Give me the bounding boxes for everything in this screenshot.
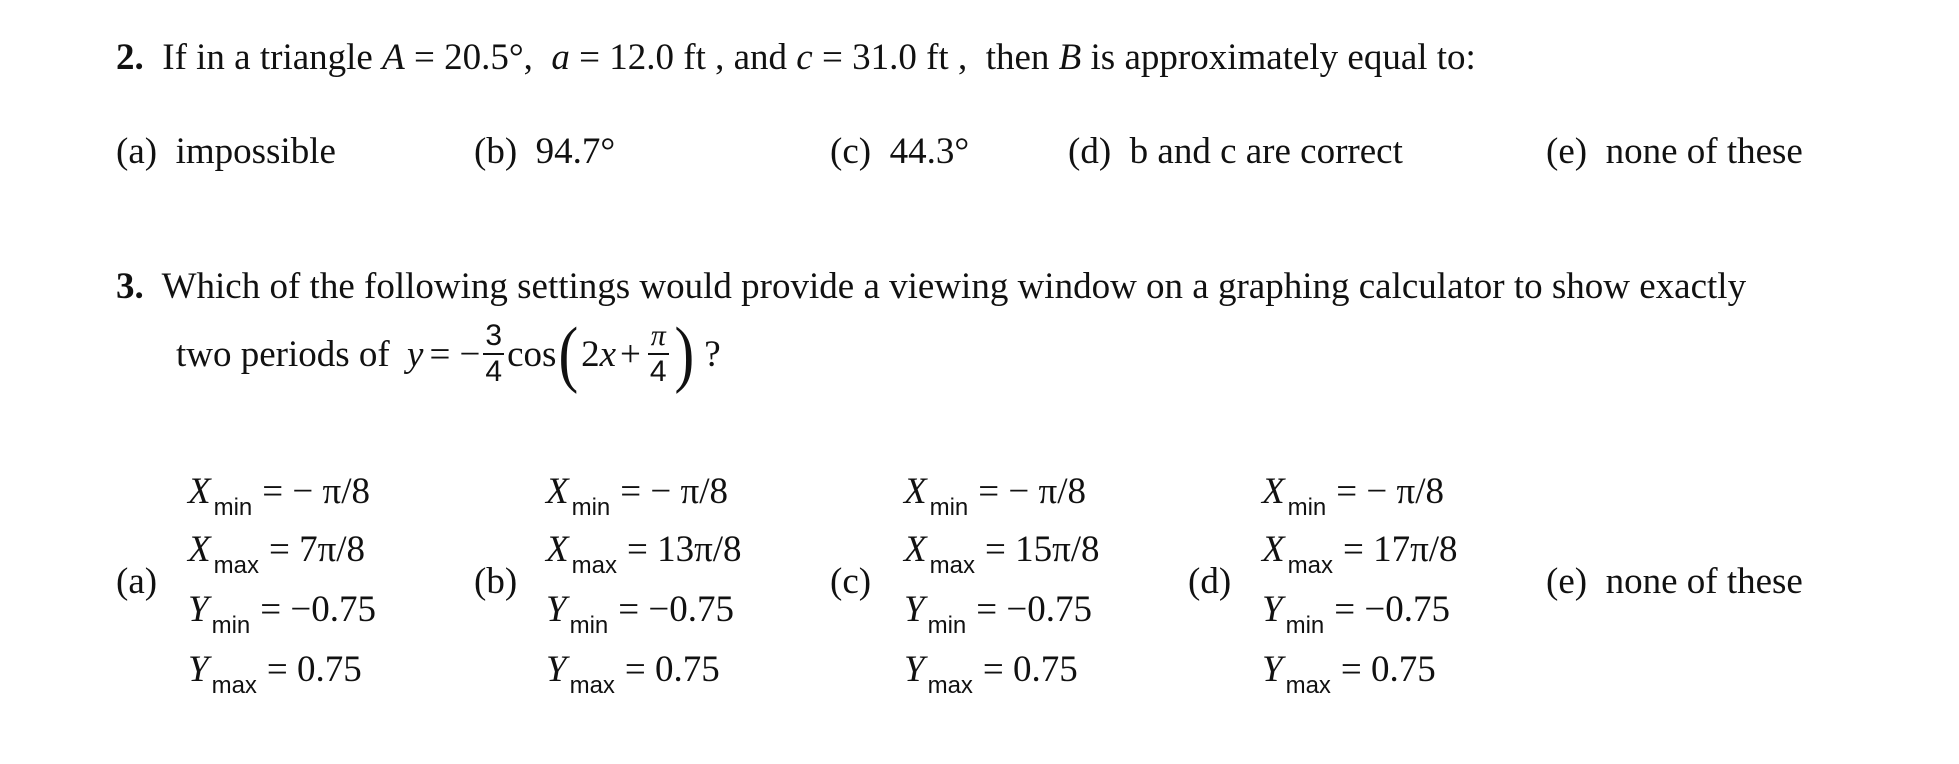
sub-max: max — [927, 672, 973, 699]
sub-min: min — [927, 612, 967, 639]
value-c: = 31.0 ft , — [821, 37, 968, 78]
var-x: x — [599, 333, 617, 375]
coef-numerator: 3 — [485, 319, 503, 352]
xmin-value: = − π/8 — [1336, 471, 1444, 512]
stem-lead: two periods of — [176, 333, 390, 375]
ymin-row — [188, 588, 376, 639]
option-text: b and c are correct — [1129, 131, 1403, 172]
pi-numerator: π — [650, 319, 666, 352]
cos-function: cos — [507, 333, 557, 375]
sub-min: min — [1287, 494, 1327, 521]
sub-max: max — [569, 672, 615, 699]
var-Y: Y — [188, 589, 209, 630]
option-label: (a) — [116, 131, 158, 172]
option-label: (e) — [1546, 131, 1588, 172]
coefficient-fraction — [483, 321, 504, 387]
xmax-value: = 13π/8 — [626, 529, 742, 570]
ymax-row — [904, 648, 1078, 699]
ymin-row — [1262, 588, 1450, 639]
ymax-value: = 0.75 — [1340, 649, 1436, 690]
sub-min: min — [211, 612, 251, 639]
var-a: a — [551, 37, 570, 78]
value-a: = 12.0 ft , — [579, 37, 725, 78]
var-X: X — [1262, 529, 1285, 570]
var-X: X — [1262, 471, 1285, 512]
sub-max: max — [929, 552, 975, 579]
stem-and: and — [733, 37, 788, 78]
var-X: X — [904, 471, 927, 512]
pi-fraction — [648, 321, 669, 387]
stem-then: then — [985, 37, 1050, 78]
plus-sign: + — [620, 333, 641, 375]
ymin-value: = −0.75 — [1334, 589, 1450, 630]
q2-option-d[interactable] — [1068, 130, 1403, 173]
option-label: (e) — [1546, 561, 1588, 602]
question-2-stem — [116, 36, 1476, 79]
right-paren: ) — [674, 313, 694, 395]
xmax-row — [904, 528, 1100, 579]
xmax-row — [546, 528, 742, 579]
q3-option-c-label[interactable]: (c) — [830, 561, 872, 602]
var-y: y — [407, 333, 424, 375]
xmax-value: = 17π/8 — [1342, 529, 1458, 570]
xmin-row — [1262, 470, 1444, 521]
sub-max: max — [213, 552, 259, 579]
left-paren: ( — [558, 313, 579, 395]
xmin-row — [188, 470, 370, 521]
option-label: (b) — [474, 131, 518, 172]
var-X: X — [546, 471, 569, 512]
stem-tail: is approximately equal to: — [1090, 37, 1476, 78]
option-text: none of these — [1605, 561, 1803, 602]
ymax-value: = 0.75 — [982, 649, 1078, 690]
var-c: c — [796, 37, 813, 78]
xmax-value: = 7π/8 — [268, 529, 366, 570]
question-3-stem-line1 — [116, 265, 1746, 308]
xmax-value: = 15π/8 — [984, 529, 1100, 570]
var-Y: Y — [1262, 649, 1283, 690]
var-Y: Y — [188, 649, 209, 690]
ymin-value: = −0.75 — [618, 589, 734, 630]
q3-option-e[interactable] — [1546, 560, 1803, 603]
sub-min: min — [569, 612, 609, 639]
question-mark: ? — [704, 333, 721, 375]
value-A: = 20.5°, — [413, 37, 533, 78]
ymax-row — [188, 648, 362, 699]
xmin-row — [904, 470, 1086, 521]
option-text: none of these — [1605, 131, 1803, 172]
var-B: B — [1058, 37, 1082, 78]
xmin-value: = − π/8 — [620, 471, 728, 512]
q2-option-b[interactable] — [474, 130, 615, 173]
ymax-row — [1262, 648, 1436, 699]
xmin-row — [546, 470, 728, 521]
option-text: impossible — [175, 131, 336, 172]
ymax-row — [546, 648, 720, 699]
xmin-value: = − π/8 — [262, 471, 370, 512]
ymin-row — [904, 588, 1092, 639]
var-Y: Y — [904, 649, 925, 690]
xmax-row — [188, 528, 366, 579]
var-X: X — [188, 471, 211, 512]
q3-option-a-label[interactable]: (a) — [116, 561, 158, 602]
xmax-row — [1262, 528, 1458, 579]
option-label: (c) — [830, 131, 872, 172]
sub-min: min — [213, 494, 253, 521]
sub-max: max — [211, 672, 257, 699]
var-X: X — [904, 529, 927, 570]
ymin-row — [546, 588, 734, 639]
var-X: X — [188, 529, 211, 570]
var-Y: Y — [546, 649, 567, 690]
q3-option-b-label[interactable]: (b) — [474, 561, 518, 602]
pi-denominator: 4 — [649, 355, 667, 388]
var-Y: Y — [1262, 589, 1283, 630]
option-label: (d) — [1068, 131, 1112, 172]
question-number: 2. — [116, 37, 144, 78]
stem-text: If in a triangle — [162, 37, 373, 78]
option-text: 94.7° — [535, 131, 616, 172]
var-X: X — [546, 529, 569, 570]
sub-min: min — [929, 494, 969, 521]
option-text: 44.3° — [889, 131, 970, 172]
stem-text: Which of the following settings would provide a viewing window on a graphing calculator to show exactly — [161, 266, 1747, 307]
q2-option-c[interactable] — [830, 130, 969, 173]
ymax-value: = 0.75 — [266, 649, 362, 690]
question-3-stem-line2 — [176, 314, 721, 394]
var-Y: Y — [546, 589, 567, 630]
ymax-value: = 0.75 — [624, 649, 720, 690]
q2-option-a[interactable] — [116, 130, 336, 173]
q3-option-d-label[interactable]: (d) — [1188, 561, 1232, 602]
sub-min: min — [571, 494, 611, 521]
var-Y: Y — [904, 589, 925, 630]
coef-denominator: 4 — [485, 355, 503, 388]
sub-max: max — [571, 552, 617, 579]
question-number: 3. — [116, 266, 144, 307]
ymin-value: = −0.75 — [976, 589, 1092, 630]
ymin-value: = −0.75 — [260, 589, 376, 630]
q2-option-e[interactable] — [1546, 130, 1803, 173]
sub-max: max — [1285, 672, 1331, 699]
xmin-value: = − π/8 — [978, 471, 1086, 512]
var-A: A — [382, 37, 405, 78]
sub-min: min — [1285, 612, 1325, 639]
arg-coef: 2 — [581, 333, 600, 375]
eq-minus: = − — [429, 333, 481, 375]
sub-max: max — [1287, 552, 1333, 579]
